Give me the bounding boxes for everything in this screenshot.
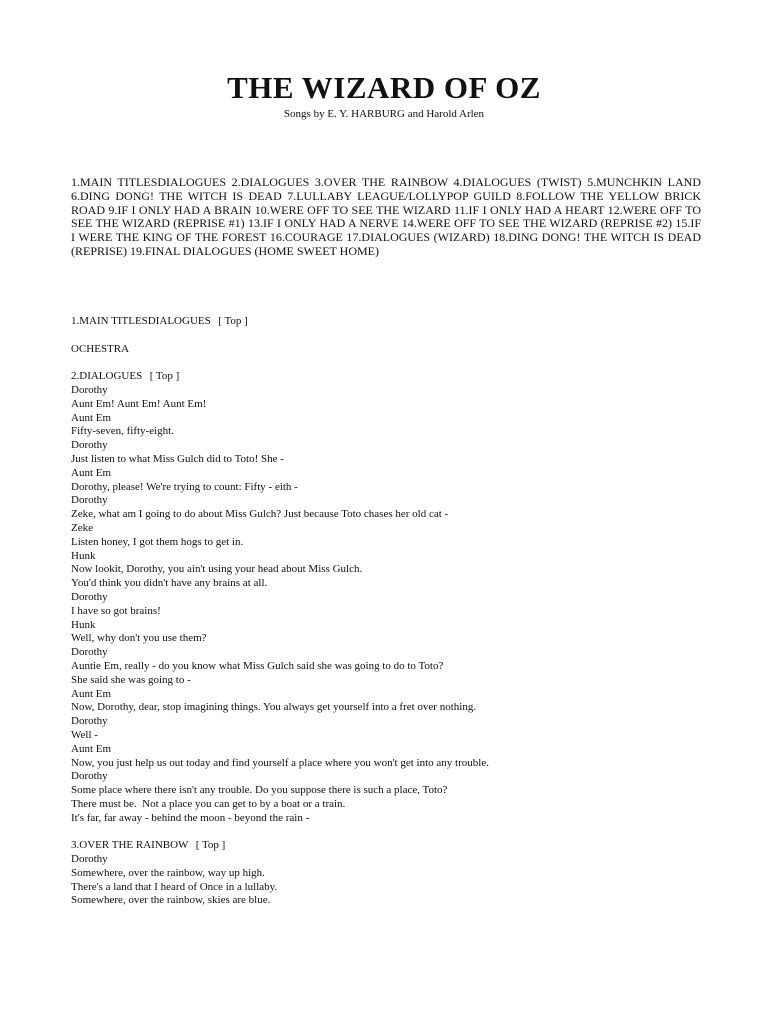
dialogue-line: Zeke, what am I going to do about Miss Gulch? Just because Toto chases her old cat - [71,508,449,521]
top-link[interactable]: [ Top ] [195,839,226,852]
lyric-line: Dorothy [71,853,108,866]
dialogue-line: You'd think you didn't have any brains at all. [71,577,268,590]
section-heading-text: 2.DIALOGUES [71,370,143,383]
lyric-line: There's a land that I heard of Once in a lullaby. [71,880,278,893]
dialogue-line: Aunt Em [71,742,112,755]
section-over-the-rainbow [71,839,711,908]
dialogue-line: Dorothy, please! We're trying to count: Fifty - eith - [71,480,298,493]
top-link[interactable]: [ Top ] [218,315,248,327]
table-of-contents: 1.MAIN TITLESDIALOGUES 2.DIALOGUES 3.OVER THE RAINBOW 4.DIALOGUES (TWIST) 5.MUNCHKIN LAND 6.DING DONG! THE WITCH IS DEAD 7.LULLABY LEAGUE/LOLLYPOP GUILD 8.FOLLOW THE YELLOW BRICK ROAD 9.IF I ONLY HAD A BRAIN 10.WERE OFF TO SEE THE WIZARD 11.IF I ONLY HAD A HEART 12.WERE OFF TO SEE THE WIZARD (REPRISE #1) 13.IF I ONLY HAD A NERVE 14.WERE OFF TO SEE THE WIZARD (REPRISE #2) 15.IF I WERE THE KING OF THE FOREST 16.COURAGE 17.DIALOGUES (WIZARD) 18.DING DONG! THE WITCH IS DEAD (REPRISE) 19.FINAL DIALOGUES (HOME SWEET HOME) [71,175,701,258]
dialogue-line: Dorothy [71,439,108,452]
lyrics-content [71,315,711,908]
dialogue-line: Now lookit, Dorothy, you ain't using your head about Miss Gulch. [71,563,363,576]
dialogue-line: Now, Dorothy, dear, stop imagining things. You always get yourself into a fret over nothing. [71,701,477,714]
dialogue-line: Zeke [71,521,93,534]
dialogue-line: Aunt Em! Aunt Em! Aunt Em! [71,397,207,410]
dialogue-line: Now, you just help us out today and find yourself a place where you won't get into any trouble. [71,756,489,769]
lyric-line: Somewhere, over the rainbow, way up high. [71,866,265,879]
dialogue-line: Listen honey, I got them hogs to get in. [71,535,244,548]
dialogue-line: Dorothy [71,494,108,507]
section-gap [71,825,711,839]
section-line: OCHESTRA [71,342,130,355]
section-dialogues [71,370,711,825]
section-gap [71,356,711,370]
section-line [71,329,711,343]
dialogue-line: Fifty-seven, fifty-eight. [71,425,174,438]
dialogue-line: Dorothy [71,770,108,783]
dialogue-line: Hunk [71,618,96,631]
dialogue-line: She said she was going to - [71,673,191,686]
dialogue-line: I have so got brains! [71,604,161,617]
document-title: THE WIZARD OF OZ [227,70,541,105]
dialogue-line: It's far, far away - behind the moon - beyond the rain - [71,811,310,824]
dialogue-line: Auntie Em, really - do you know what Miss Gulch said she was going to do to Toto? [71,659,444,672]
top-link[interactable]: [ Top ] [149,370,180,383]
dialogue-line: Aunt Em [71,687,112,700]
dialogue-line: Some place where there isn't any trouble. Do you suppose there is such a place, Toto? [71,784,448,797]
section-heading [71,370,711,384]
dialogue-line: Aunt Em [71,466,112,479]
dialogue-line: Aunt Em [71,411,112,424]
section-main-titles [71,315,711,356]
dialogue-line: Well - [71,728,98,741]
lyric-line: Somewhere, over the rainbow, skies are blue. [71,894,271,907]
dialogue-line: Hunk [71,549,96,562]
section-heading [71,315,711,329]
dialogue-line: Well, why don't you use them? [71,632,207,645]
section-heading [71,839,711,853]
dialogue-line: Just listen to what Miss Gulch did to Toto! She - [71,452,284,465]
section-heading-text: 1.MAIN TITLESDIALOGUES [71,315,211,327]
dialogue-line: Dorothy [71,383,108,396]
dialogue-line: Dorothy [71,590,108,603]
document-subtitle: Songs by E. Y. HARBURG and Harold Arlen [283,108,485,120]
dialogue-line: There must be. Not a place you can get to by a boat or a train. [71,797,346,810]
dialogue-line: Dorothy [71,646,108,659]
dialogue-line: Dorothy [71,715,108,728]
section-heading-text: 3.OVER THE RAINBOW [71,839,189,852]
